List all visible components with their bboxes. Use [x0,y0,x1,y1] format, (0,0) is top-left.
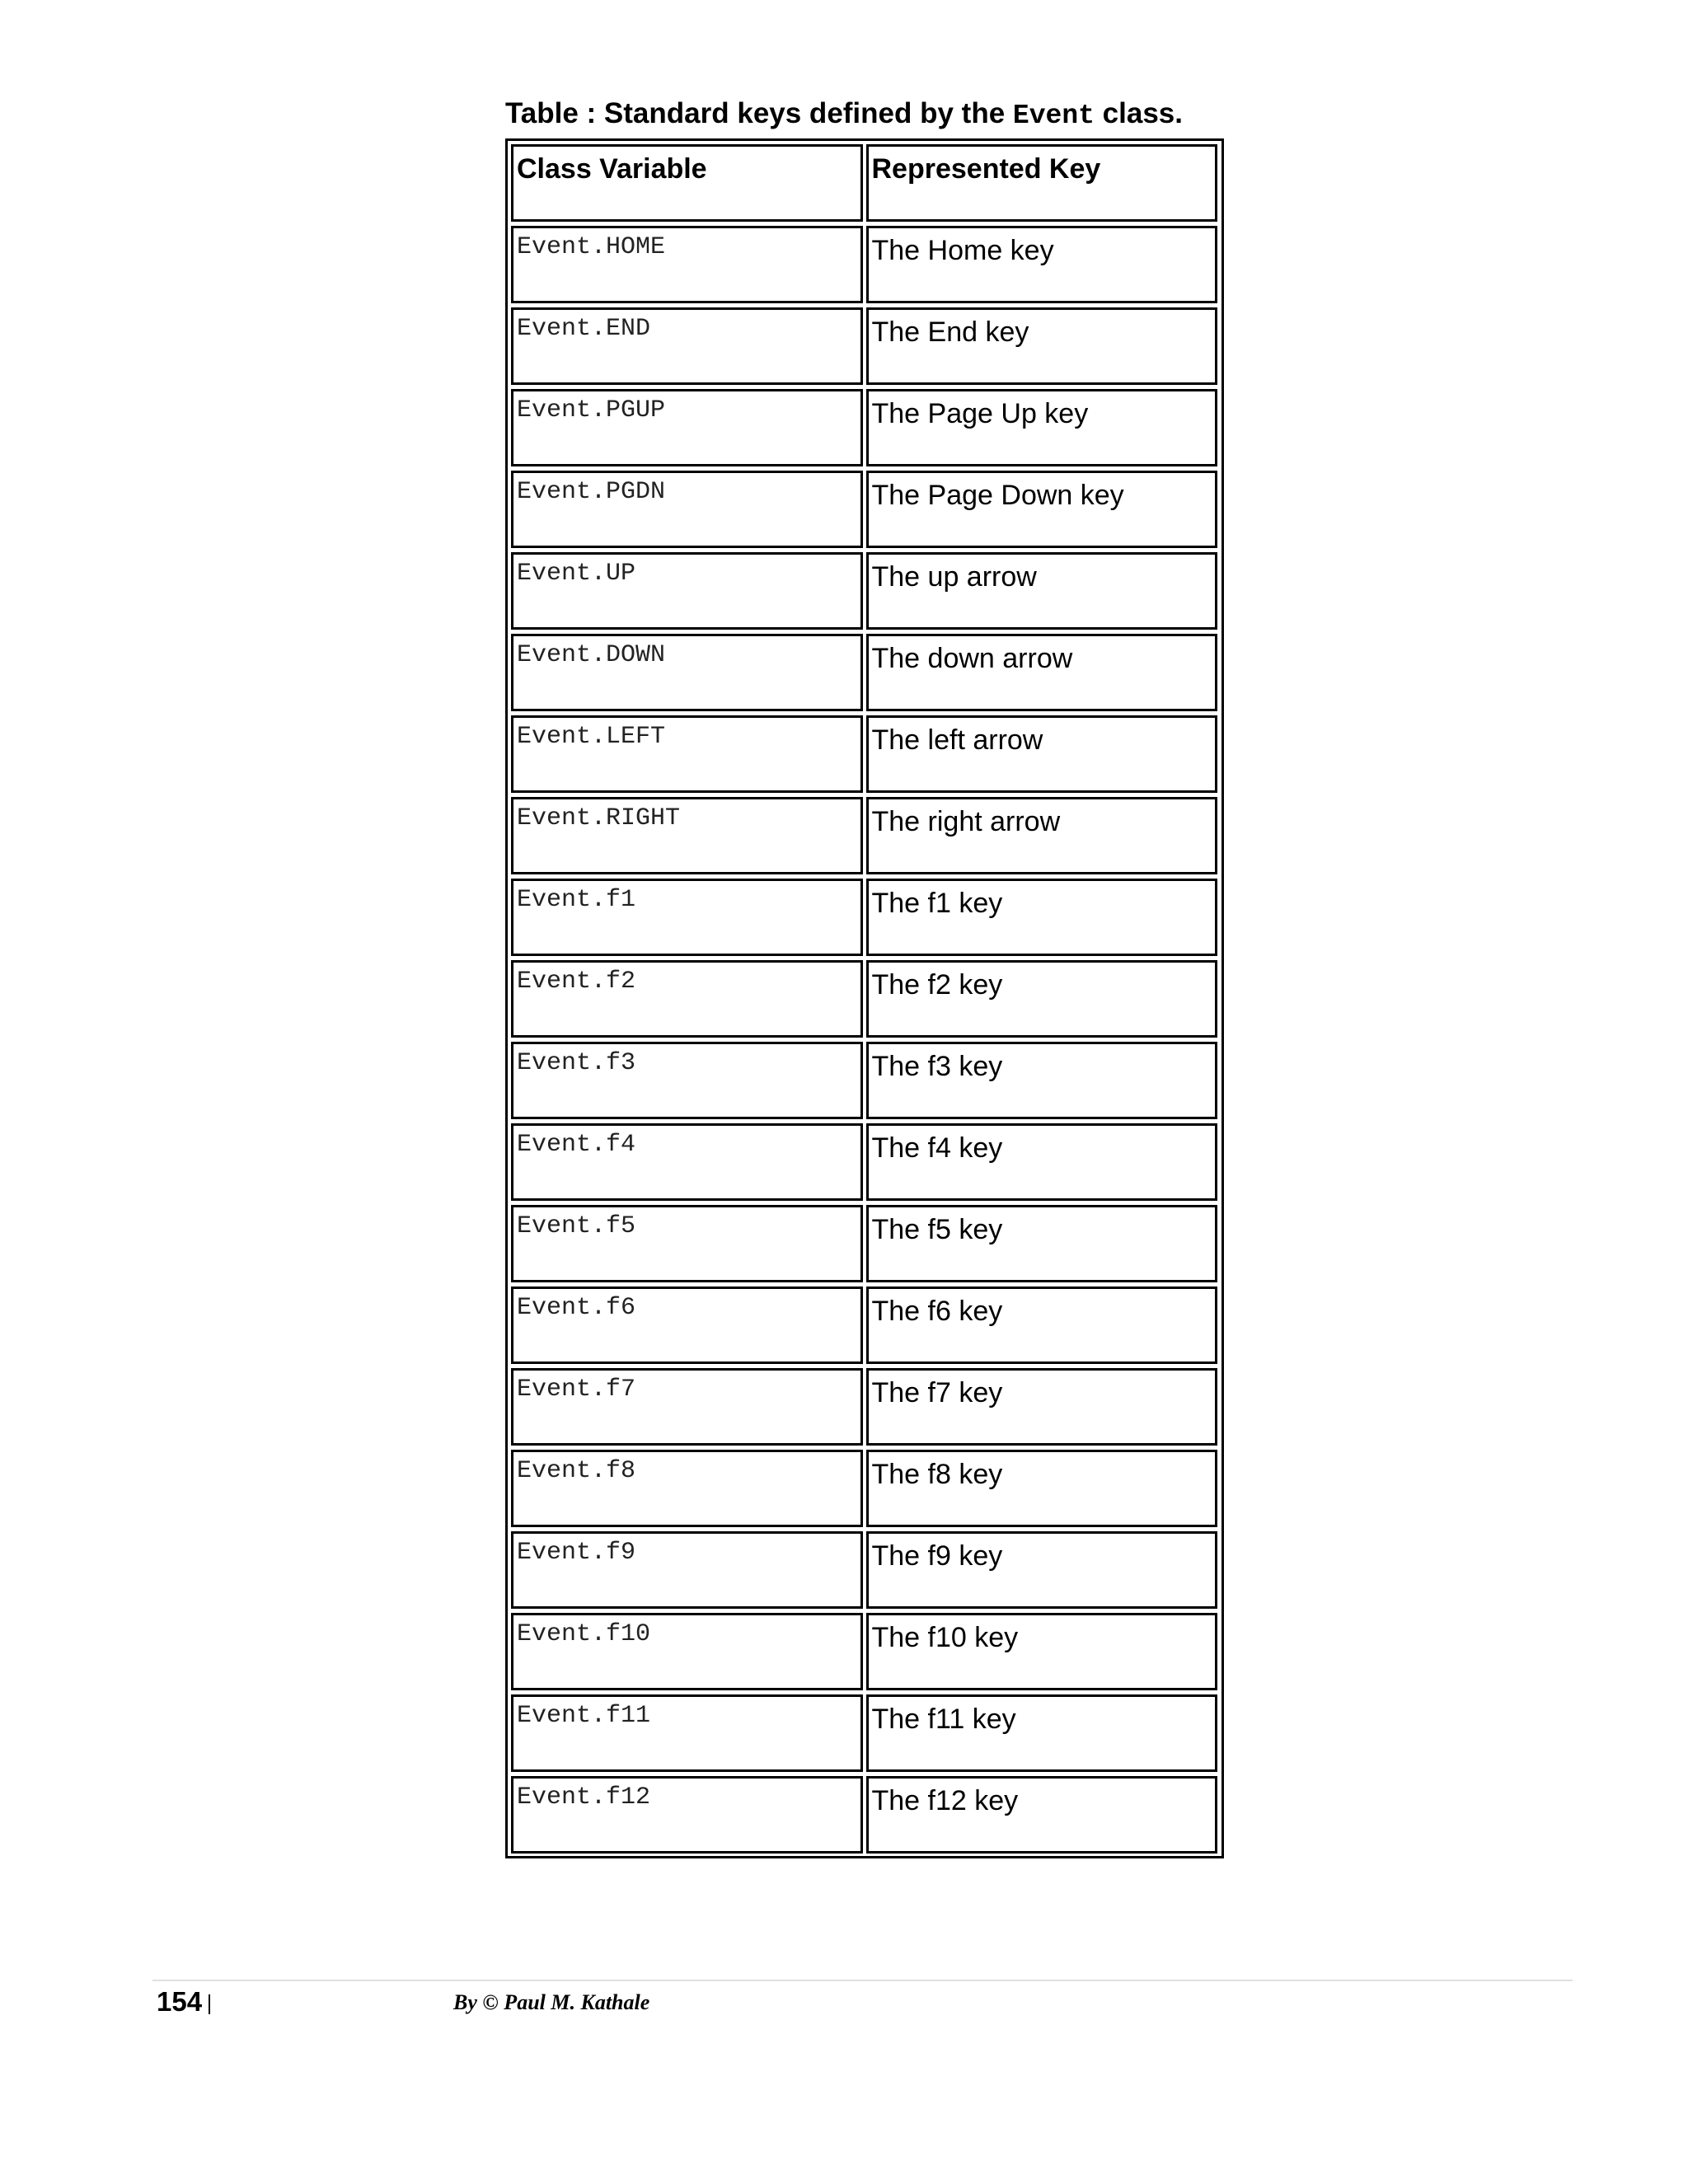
represented-key-cell: The f4 key [866,1123,1218,1201]
keys-table [505,138,1224,1858]
class-variable-cell: Event.RIGHT [511,797,863,874]
class-variable-cell: Event.UP [511,552,863,630]
table-row [511,1531,1218,1613]
table-row [511,1368,1218,1450]
table-header-row [511,144,1218,226]
represented-key-cell: The f7 key [866,1368,1218,1446]
class-variable-cell: Event.DOWN [511,634,863,711]
class-variable-cell: Event.f6 [511,1286,863,1364]
table-row [511,1450,1218,1531]
class-variable-cell: Event.HOME [511,226,863,303]
class-variable-cell: Event.f9 [511,1531,863,1609]
footer-divider [152,1980,1573,1981]
table-row [511,1123,1218,1205]
table-row [511,960,1218,1042]
table-row [511,552,1218,634]
class-variable-cell: Event.f1 [511,879,863,956]
page-number-separator [209,1994,210,2014]
author-credit: By © Paul M. Kathale [453,1990,650,2014]
class-variable-cell: Event.f3 [511,1042,863,1119]
table-row [511,471,1218,552]
represented-key-cell: The down arrow [866,634,1218,711]
table-row [511,1776,1218,1858]
class-variable-cell: Event.END [511,307,863,385]
represented-key-cell: The right arrow [866,797,1218,874]
table-row [511,1286,1218,1368]
represented-key-cell: The f8 key [866,1450,1218,1527]
class-variable-cell: Event.f8 [511,1450,863,1527]
class-variable-cell: Event.PGDN [511,471,863,548]
table-row [511,879,1218,960]
represented-key-cell: The Page Up key [866,389,1218,466]
class-variable-cell: Event.f10 [511,1613,863,1690]
table-row [511,389,1218,471]
represented-key-cell: The f5 key [866,1205,1218,1282]
represented-key-cell: The f12 key [866,1776,1218,1854]
table-row [511,715,1218,797]
caption-prefix: Table : Standard keys defined by the [505,97,1013,129]
class-variable-cell: Event.f12 [511,1776,863,1854]
represented-key-cell: The f9 key [866,1531,1218,1609]
class-variable-cell: Event.f11 [511,1694,863,1772]
represented-key-cell: The f2 key [866,960,1218,1038]
page-number: 154 [157,1986,203,2017]
represented-key-cell: The f10 key [866,1613,1218,1690]
caption-suffix: class. [1094,97,1183,129]
represented-key-cell: The f3 key [866,1042,1218,1119]
caption-code: Event [1012,101,1095,131]
represented-key-cell: The Page Down key [866,471,1218,548]
class-variable-cell: Event.f2 [511,960,863,1038]
represented-key-cell: The f11 key [866,1694,1218,1772]
class-variable-cell: Event.f5 [511,1205,863,1282]
table-row [511,634,1218,715]
table-row [511,1694,1218,1776]
table-row [511,1613,1218,1694]
class-variable-cell: Event.LEFT [511,715,863,793]
table-row [511,226,1218,307]
represented-key-cell: The f1 key [866,879,1218,956]
table-row [511,307,1218,389]
table-row [511,797,1218,879]
table-caption [0,97,1688,131]
class-variable-cell: Event.PGUP [511,389,863,466]
table-row [511,1205,1218,1286]
represented-key-cell: The up arrow [866,552,1218,630]
represented-key-cell: The End key [866,307,1218,385]
column-header-class-variable: Class Variable [511,144,863,222]
column-header-represented-key: Represented Key [866,144,1218,222]
represented-key-cell: The Home key [866,226,1218,303]
table-row [511,1042,1218,1123]
class-variable-cell: Event.f7 [511,1368,863,1446]
represented-key-cell: The f6 key [866,1286,1218,1364]
represented-key-cell: The left arrow [866,715,1218,793]
class-variable-cell: Event.f4 [511,1123,863,1201]
